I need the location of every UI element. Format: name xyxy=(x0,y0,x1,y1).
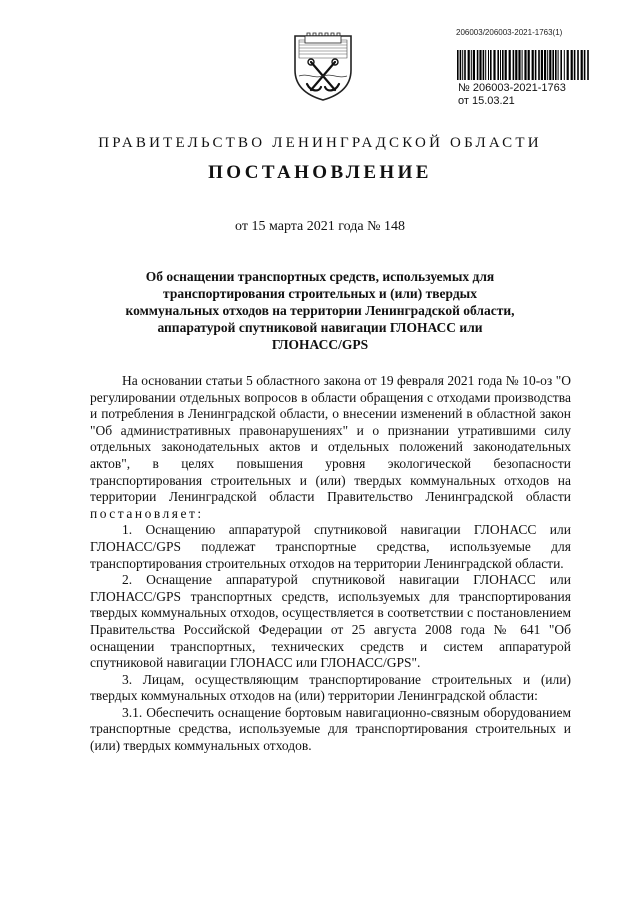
barcode-bar xyxy=(567,50,569,80)
preamble xyxy=(90,373,571,522)
barcode-bar xyxy=(528,50,530,80)
barcode-bar xyxy=(488,50,489,80)
barcode-bar xyxy=(558,50,559,80)
barcode-bar xyxy=(524,50,526,80)
barcode-bar xyxy=(497,50,499,80)
barcode-bar xyxy=(549,50,551,80)
barcode-bar xyxy=(457,50,459,80)
barcode-bar xyxy=(587,50,589,80)
barcode-bar xyxy=(477,50,479,80)
barcode-bar xyxy=(577,50,579,80)
coat-of-arms-icon xyxy=(291,32,355,102)
barcode-bar xyxy=(555,50,557,80)
barcode-bar xyxy=(552,50,554,80)
barcode-bar xyxy=(564,50,565,80)
document-type: ПОСТАНОВЛЕНИЕ xyxy=(208,162,432,183)
preamble-text: На основании статьи 5 областного закона от 19 февраля 2021 года № 10-оз "О регулировании отдельных вопросов в области обращения с отходами производства и потребления в Ленинградской области, о внесении изменений в областной закон "Об административных правонарушениях" и о признании утратившими силу отдельных законодательных актов и отдельных положений законодательных актов", в целях повышения уровня экологической безопасности транспортирования строительных и (или) твердых коммунальных отходов на территории Ленинградской области Правительство Ленинградской области xyxy=(90,373,571,505)
barcode xyxy=(456,50,592,80)
barcode-bar xyxy=(522,50,523,80)
barcode-bar xyxy=(500,50,501,80)
barcode-bar xyxy=(538,50,540,80)
barcode-bar xyxy=(490,50,492,80)
registration-number: № 206003-2021-1763 xyxy=(458,82,566,94)
barcode-bar xyxy=(541,50,543,80)
barcode-bar xyxy=(473,50,475,80)
barcode-bar xyxy=(547,50,548,80)
government-name: ПРАВИТЕЛЬСТВО ЛЕНИНГРАДСКОЙ ОБЛАСТИ xyxy=(98,135,542,151)
barcode-bar xyxy=(535,50,537,80)
decree-body xyxy=(90,373,571,755)
barcode-bar xyxy=(462,50,463,80)
barcode-bar xyxy=(468,50,470,80)
barcode-bar xyxy=(505,50,507,80)
registration-date: от 15.03.21 xyxy=(458,95,515,107)
barcode-bar xyxy=(479,50,481,80)
barcode-bar xyxy=(483,50,485,80)
barcode-bar xyxy=(571,50,573,80)
item-1: 1. Оснащению аппаратурой спутниковой навигации ГЛОНАСС или ГЛОНАСС/GPS подлежат транспортные средства, используемые для транспортирования строительных отходов на территории Ленинградской области. xyxy=(90,522,571,571)
barcode-bar xyxy=(581,50,583,80)
barcode-bar xyxy=(493,50,495,80)
barcode-bar xyxy=(574,50,576,80)
decree-date-number: от 15 марта 2021 года № 148 xyxy=(235,219,405,234)
barcode-bar xyxy=(509,50,511,80)
barcode-bar xyxy=(502,50,504,80)
barcode-bar xyxy=(584,50,586,80)
barcode-bar xyxy=(515,50,517,80)
barcode-bar xyxy=(532,50,534,80)
barcode-bar xyxy=(518,50,520,80)
item-3-1: 3.1. Обеспечить оснащение бортовым навигационно-связным оборудованием транспортные средства, используемые для транспортирования строительных и (или) твердых коммунальных отходов. xyxy=(90,704,571,754)
decree-title: Об оснащении транспортных средств, используемых для транспортирования строительных и (или) твердых коммунальных отходов на территории Ленинградской области, аппаратурой спутниковой навигации ГЛОНАСС или ГЛОНАСС/GPS xyxy=(125,269,515,352)
item-3: 3. Лицам, осуществляющим транспортирование строительных и (или) твердых коммунальных отходов на (или) территории Ленинградской области: xyxy=(90,671,571,704)
item-2: 2. Оснащение аппаратурой спутниковой навигации ГЛОНАСС или ГЛОНАСС/GPS транспортных средств, используемых для транспортирования твердых коммунальных отходов, осуществляется в соответствии с постановлением Правительства Российской Федерации от 25 августа 2008 года № 641 "Об оснащении транспортных, технических средств и систем аппаратурой спутниковой навигации ГЛОНАСС или ГЛОНАСС/GPS". xyxy=(90,572,571,671)
document-id: 206003/206003-2021-1763(1) xyxy=(456,28,563,37)
barcode-bar xyxy=(544,50,546,80)
barcode-bar xyxy=(464,50,466,80)
barcode-bar xyxy=(513,50,515,80)
barcode-bar xyxy=(485,50,486,80)
barcode-bar xyxy=(560,50,562,80)
barcode-bar xyxy=(471,50,472,80)
barcode-bar xyxy=(460,50,462,80)
resolves-word: постановляет: xyxy=(90,505,204,521)
